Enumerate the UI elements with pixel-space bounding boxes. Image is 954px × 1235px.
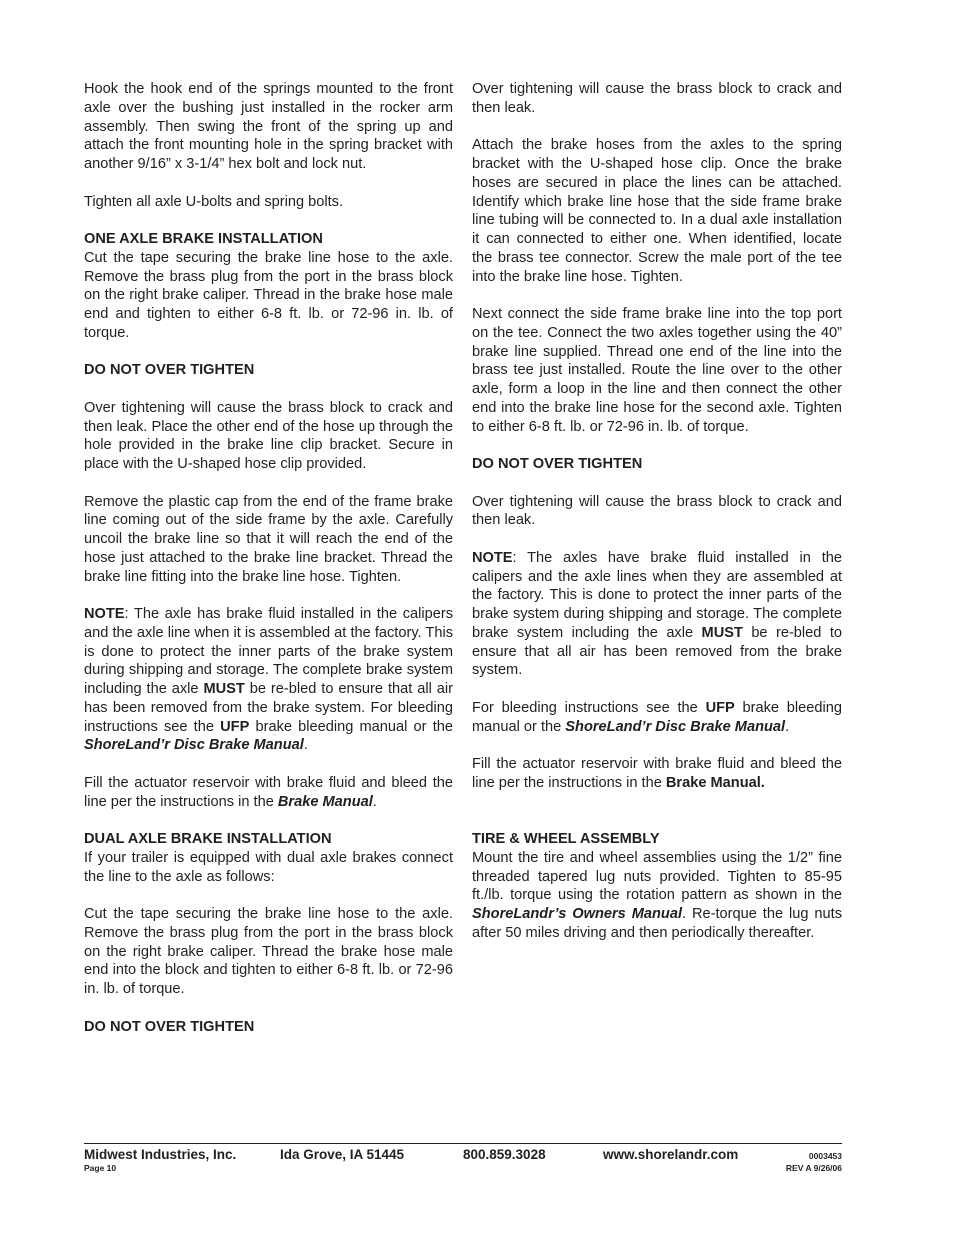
footer-location: Ida Grove, IA 51445 (280, 1147, 405, 1162)
manual-reference: ShoreLand’r Disc Brake Manual (565, 718, 786, 735)
note-paragraph: NOTE: The axle has brake fluid installed in the calipers and the axle line when it is assembled at the factory. This is done to protect the inner parts of the brake system during shipping and storage. The complete brake system including the axle MUST be re-bled to ensure that all air has been removed from the brake system. For bleeding instructions see the UFP brake bleeding manual or the ShoreLand’r Disc Brake Manual. (84, 606, 453, 754)
one-axle-heading: ONE AXLE BRAKE INSTALLATION (84, 231, 323, 247)
tire-wheel-paragraph: Mount the tire and wheel assemblies using the 1/2” fine threaded tapered lug nuts provided. Tighten to 85-95 ft./lb. torque using the rotation pattern as shown in the ShoreLandr’s Owners Manual. Re-torque the lug nuts after 50 miles driving and then periodically thereafter. (472, 849, 842, 941)
frame-brake-line-paragraph: Remove the plastic cap from the end of the frame brake line coming out of the side frame by the axle. Carefully uncoil the brake line so that it will reach the end of the hose just attached to the brake line bracket. Thread the brake line fitting into the brake line hose. Tighten. (84, 493, 453, 585)
note-label: NOTE (84, 606, 125, 622)
dual-axle-intro-paragraph: If your trailer is equipped with dual axle brakes connect the line to the axle as follows: (84, 849, 453, 885)
over-tightening-paragraph: Over tightening will cause the brass block to crack and then leak. (472, 493, 842, 529)
brake-manual-reference: Brake Manual (277, 793, 373, 810)
left-column (84, 80, 453, 1036)
footer-divider (84, 1143, 842, 1144)
footer-page-number: Page 10 (84, 1163, 117, 1173)
tire-wheel-heading: TIRE & WHEEL ASSEMBLY (472, 831, 660, 847)
dual-axle-paragraph: Cut the tape securing the brake line hose to the axle. Remove the brass plug from the port in the brass block on the right brake caliper. Thread the brake hose male end into the block and tighten to either 6-8 ft. lb. or 72-96 in. lb. of torque. (84, 906, 453, 997)
manual-reference: ShoreLand’r Disc Brake Manual (84, 737, 304, 754)
footer-company: Midwest Industries, Inc. (84, 1147, 237, 1162)
footer-phone: 800.859.3028 (463, 1147, 546, 1162)
footer-doc-number: 0003453 (808, 1151, 842, 1161)
fill-reservoir-paragraph: Fill the actuator reservoir with brake fluid and bleed the line per the instructions in the Brake Manual. (84, 774, 453, 810)
fill-reservoir-paragraph: Fill the actuator reservoir with brake fluid and bleed the line per the instructions in the Brake Manual. (472, 756, 842, 791)
connect-tee-paragraph: Next connect the side frame brake line into the top port on the tee. Connect the two axles together using the 40” brake line supplied. Thread one end of the line into the brass tee just installed. Route the line over to the other axle, form a loop in the line and then connect the other end into the brake line hose for the second axle. Tighten to either 6-8 ft. lb. or 72-96 in. lb. of torque. (472, 306, 842, 435)
spring-install-paragraph: Hook the hook end of the springs mounted to the front axle over the bushing just installed in the rocker arm assembly. Then swing the front of the spring up and attach the front mounting hole in the spring bracket with another 9/16” x 3-1/4” hex bolt and lock nut. (84, 81, 453, 172)
note-paragraph: NOTE: The axles have brake fluid installed in the calipers and the axle lines when they are assembled at the factory. This is done to protect the inner parts of the brake system during shipping and storage. The complete brake system including the axle MUST be re-bled to ensure that all air has been removed from the brake system. (472, 549, 842, 679)
warning-heading: DO NOT OVER TIGHTEN (84, 362, 255, 379)
warning-heading: DO NOT OVER TIGHTEN (84, 1018, 255, 1035)
ufp-emphasis: UFP (220, 718, 250, 735)
one-axle-paragraph: Cut the tape securing the brake line hose to the axle. Remove the brass plug from the port in the brass block on the right brake caliper. Thread in the brake hose male end and tighten to either 6-8 ft. lb. or 72-96 in. lb. of torque. (84, 249, 453, 341)
must-emphasis: MUST (701, 624, 743, 641)
dual-axle-heading: DUAL AXLE BRAKE INSTALLATION (84, 831, 332, 847)
must-emphasis: MUST (203, 681, 245, 697)
bleeding-instructions-paragraph: For bleeding instructions see the UFP brake bleeding manual or the ShoreLand’r Disc Brake Manual. (472, 699, 842, 735)
right-column (472, 80, 842, 943)
footer-revision: REV A 9/26/06 (785, 1163, 842, 1173)
tighten-bolts-paragraph: Tighten all axle U-bolts and spring bolts. (84, 193, 344, 210)
ufp-emphasis: UFP (705, 699, 735, 716)
over-tightening-paragraph: Over tightening will cause the brass block to crack and then leak. (472, 81, 842, 116)
attach-hoses-paragraph: Attach the brake hoses from the axles to the spring bracket with the U-shaped hose clip. Once the brake hoses are secured in place the lines can be attached. Identify which brake line hose that the side frame brake line tubing will be connected to. In a dual axle installation it can connected to either one. When identified, locate the brass tee connector. Screw the male port of the tee into the brake line hose. Tighten. (472, 137, 842, 285)
warning-heading: DO NOT OVER TIGHTEN (472, 456, 643, 472)
owners-manual-reference: ShoreLandr’s Owners Manual (472, 906, 682, 922)
over-tightening-paragraph: Over tightening will cause the brass block to crack and then leak. Place the other end of the hose up through the hole provided in the brake line clip bracket. Secure in place with the U-shaped hose clip provided. (84, 399, 453, 472)
note-label: NOTE (472, 549, 513, 566)
footer-website: www.shorelandr.com (603, 1147, 739, 1162)
brake-manual-reference: Brake Manual. (665, 774, 765, 791)
